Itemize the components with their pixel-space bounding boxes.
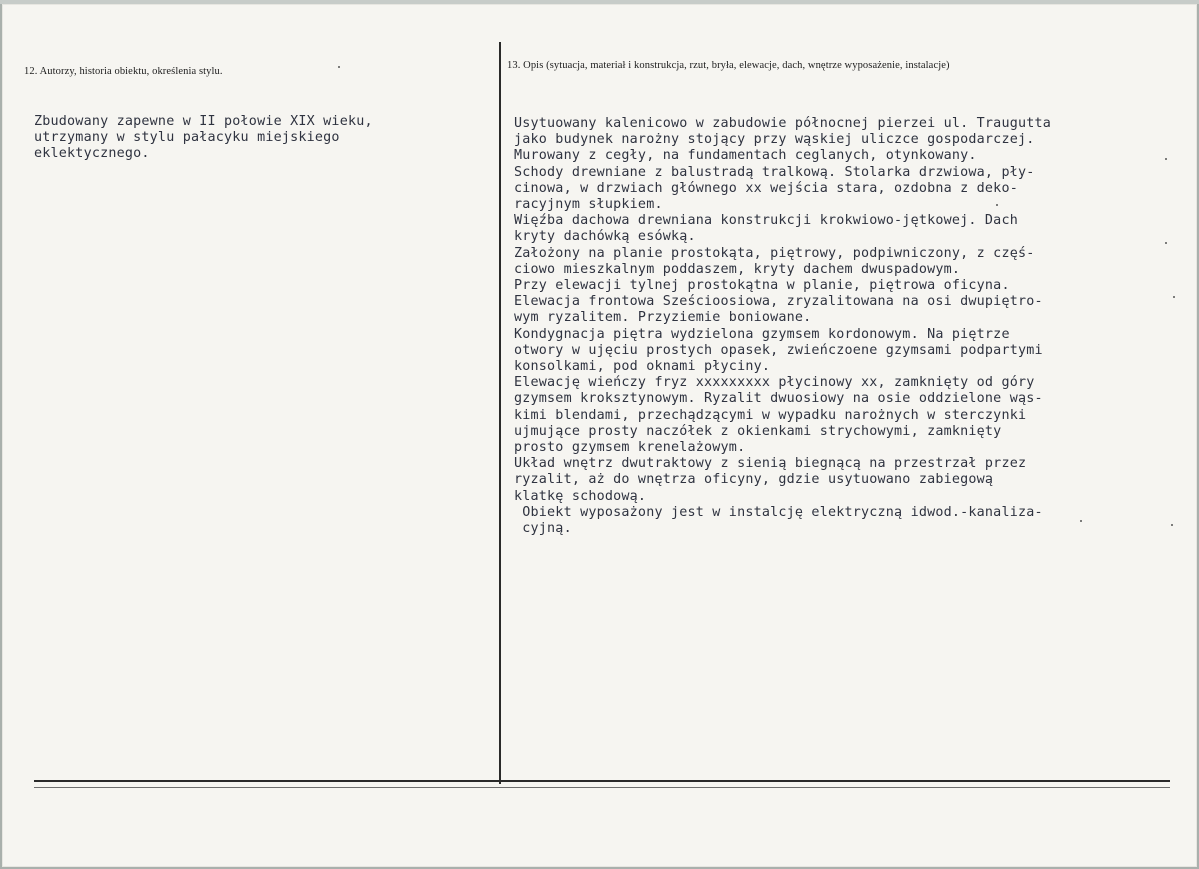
section-12-heading: 12. Autorzy, historia obiektu, określenia stylu. bbox=[24, 66, 223, 77]
paper-speck bbox=[1173, 296, 1175, 298]
description-text: Usytuowany kalenicowo w zabudowie północnej pierzei ul. Traugutta jako budynek narożny stojący przy wąskiej uliczce gospodarczej. Murowany z cegły, na fundamentach ceglanych, otynkowany. Schody drewniane z balustradą tralkową. Stolarka drzwiowa, pły- cinowa, w drzwiach głównego xx wejścia stara, ozdobna z deko- racyjnym słupkiem. Więźba dachowa drewniana konstrukcji krokwiowo-jętkowej. Dach kryty dachówką esówką. Założony na planie prostokąta, piętrowy, podpiwniczony, z częś- ciowo mieszkalnym poddaszem, kryty dachem dwuspadowym. Przy elewacji tylnej prostokątna w planie, piętrowa oficyna. Elewacja frontowa Sześcioosiowa, zryzalitowana na osi dwupiętro- wym ryzalitem. Przyziemie boniowane. Kondygnacja piętra wydzielona gzymsem kordonowym. Na piętrze otwory w ujęciu prostych opasek, zwieńczoene gzymsami podpartymi konsolkami, pod oknami płyciny. Elewację wieńczy fryz xxxxxxxxx płycinowy xx, zamknięty od góry gzymsem kroksztynowym. Ryzalit dwuosiowy na osie oddzielone wąs- kimi blendami, przechądzącymi w wypadku narożnych w sterczynki ujmujące prosty naczółek z okienkami strychowymi, zamknięty prosto gzymsem krenelażowym. Układ wnętrz dwutraktowy z sienią biegnącą na przestrzał przez ryzalit, aż do wnętrza oficyny, gdzie usytuowano zabiegową klatkę schodową. Obiekt wyposażony jest w instalcję elektryczną idwod.-kanaliza- cyjną. bbox=[514, 116, 1052, 537]
paper-speck bbox=[1080, 520, 1082, 522]
paper-speck bbox=[338, 66, 340, 68]
paper-speck bbox=[1165, 158, 1167, 160]
section-13-heading: 13. Opis (sytuacja, materiał i konstrukcja, rzut, bryła, elewacje, dach, wnętrze wyposażenie, instalacje) bbox=[507, 60, 950, 71]
bottom-rule bbox=[34, 780, 1170, 782]
bottom-rule-secondary bbox=[34, 787, 1170, 788]
paper-speck bbox=[996, 204, 998, 206]
history-style-text: Zbudowany zapewne w II połowie XIX wieku, utrzymany w stylu pałacyku miejskiego eklektycznego. bbox=[34, 114, 373, 162]
paper-speck bbox=[1165, 242, 1167, 244]
paper-speck bbox=[1171, 524, 1173, 526]
column-divider bbox=[499, 42, 501, 784]
